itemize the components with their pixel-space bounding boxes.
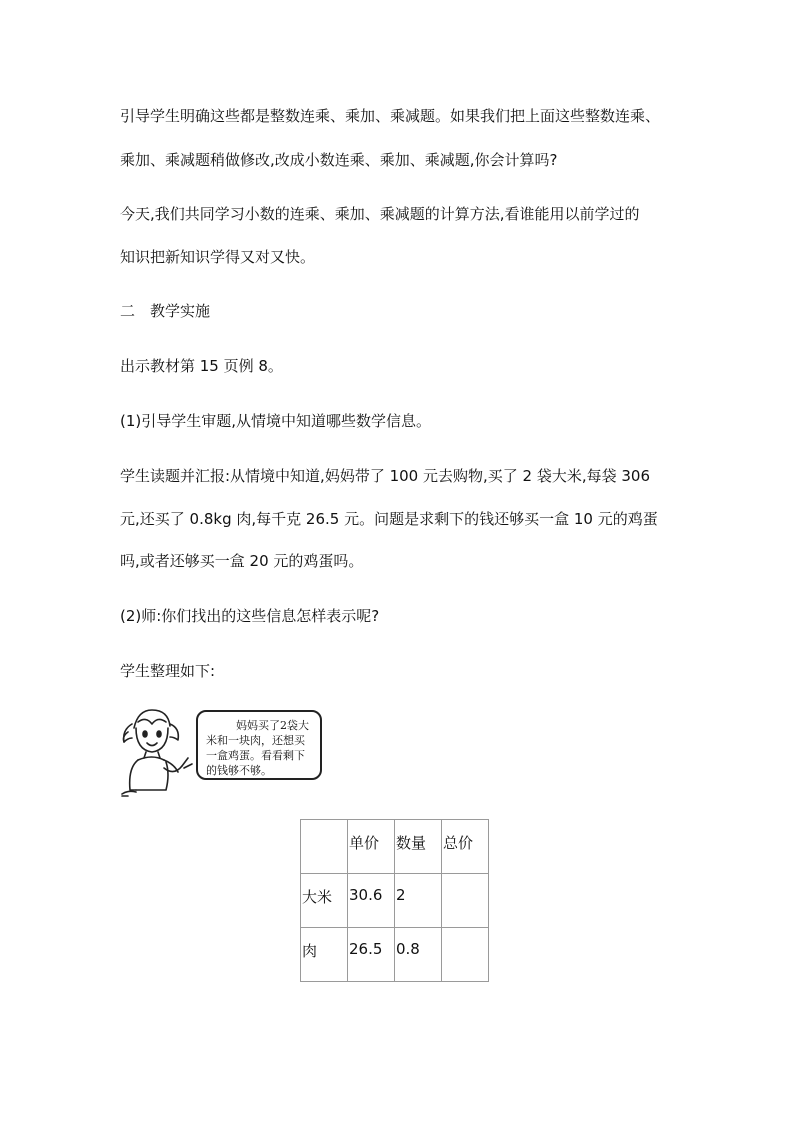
table-cell: 0.8 [395,928,442,982]
paragraph-line-9: 元,还买了 0.8kg 肉,每千克 26.5 元。问题是求剩下的钱还够买一盒 10 元的鸡蛋 [120,510,658,528]
paragraph-line-4: 知识把新知识学得又对又快。 [120,248,316,266]
table-cell [442,928,489,982]
table-header-cell: 单价 [348,820,395,874]
speech-bubble: 妈妈买了2袋大米和一块肉，还想买一盒鸡蛋。看看剩下的钱够不够。 [196,710,322,780]
table-cell: 30.6 [348,874,395,928]
table-cell: 2 [395,874,442,928]
table-row [301,928,489,982]
table-cell [442,874,489,928]
table-cell: 大米 [301,874,348,928]
paragraph-line-1: 引导学生明确这些都是整数连乘、乘加、乘减题。如果我们把上面这些整数连乘、 [120,107,661,125]
table-header-cell [301,820,348,874]
paragraph-line-10: 吗,或者还够买一盒 20 元的鸡蛋吗。 [120,552,364,570]
paragraph-line-11: (2)师:你们找出的这些信息怎样表示呢? [120,607,380,625]
paragraph-line-8: 学生读题并汇报:从情境中知道,妈妈带了 100 元去购物,买了 2 袋大米,每袋 306 [120,467,651,485]
price-table [300,819,489,982]
paragraph-line-2: 乘加、乘减题稍做修改,改成小数连乘、乘加、乘减题,你会计算吗? [120,151,558,169]
paragraph-line-3: 今天,我们共同学习小数的连乘、乘加、乘减题的计算方法,看谁能用以前学过的 [120,205,640,223]
table-cell: 肉 [301,928,348,982]
table-cell: 26.5 [348,928,395,982]
table-header-cell: 数量 [395,820,442,874]
paragraph-line-7: (1)引导学生审题,从情境中知道哪些数学信息。 [120,412,432,430]
section-heading: 二 教学实施 [120,302,211,320]
table-row [301,874,489,928]
paragraph-line-12: 学生整理如下: [120,662,216,680]
table-header-row [301,820,489,874]
paragraph-line-6: 出示教材第 15 页例 8。 [120,357,283,375]
table-header-cell: 总价 [442,820,489,874]
